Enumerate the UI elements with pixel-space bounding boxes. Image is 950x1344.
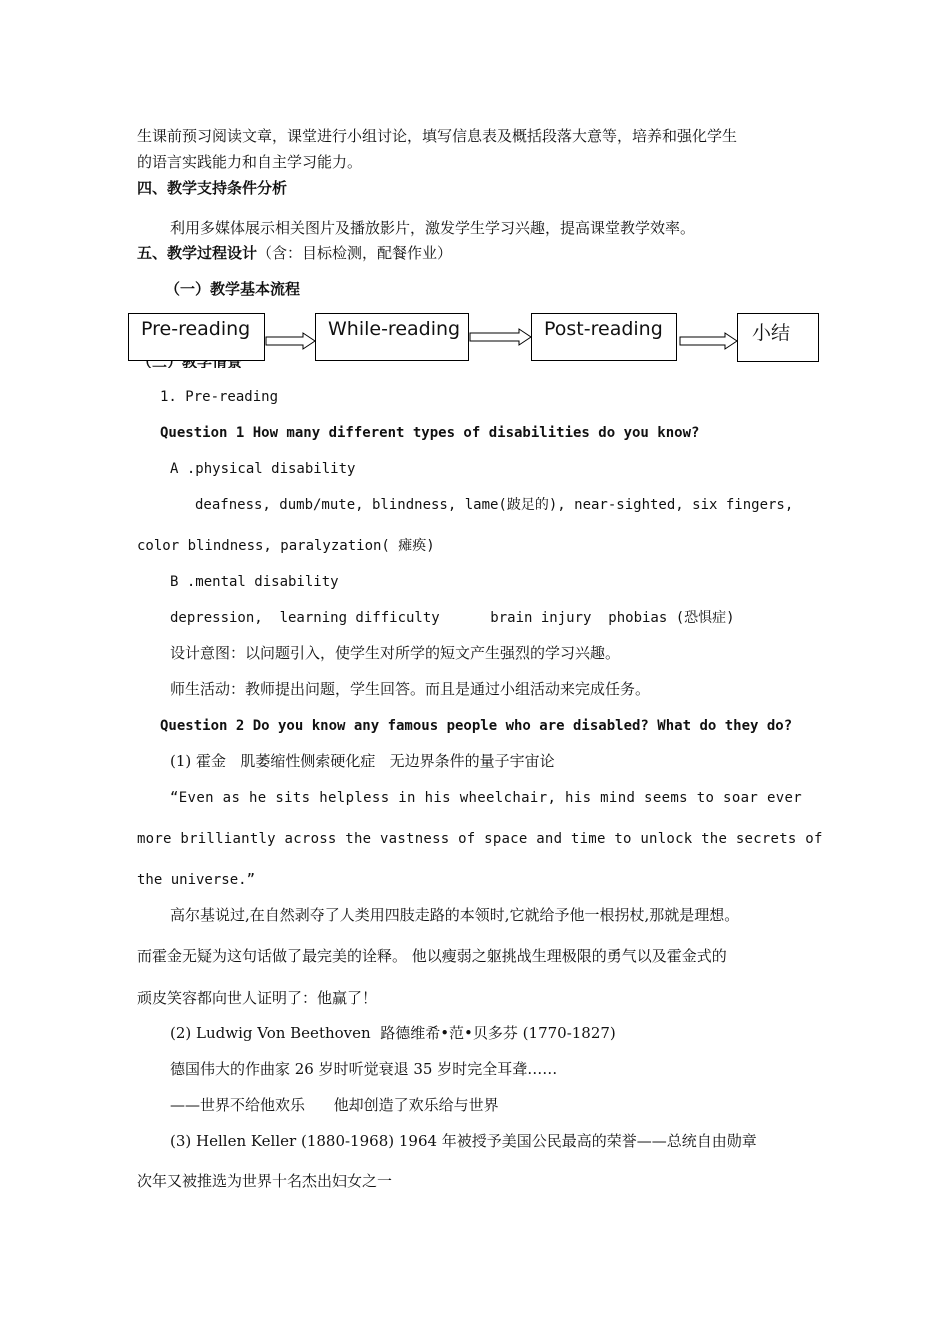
- person-2-beethoven: (2) Ludwig Von Beethoven 路德维希•范•贝多芬 (1770-1827): [170, 1024, 616, 1042]
- section-5-heading-line: [137, 243, 452, 263]
- physical-disability-heading: A .physical disability: [170, 461, 356, 477]
- flow-box-while-reading: While-reading: [315, 313, 469, 361]
- flow-arrow-2: [469, 327, 533, 347]
- question-1: Question 1 How many different types of disabilities do you know?: [160, 425, 700, 441]
- mental-disability-heading: B .mental disability: [170, 574, 339, 590]
- gorky-line-1: 高尔基说过,在自然剥夺了人类用四肢走路的本领时,它就给予他一根拐杖,那就是理想。: [170, 906, 740, 924]
- section-4-heading: 四、教学支持条件分析: [137, 179, 288, 197]
- physical-disability-list-2: color blindness, paralyzation( 瘫痪): [137, 538, 435, 554]
- design-intent: 设计意图：以问题引入，使学生对所学的短文产生强烈的学习兴趣。: [170, 644, 621, 662]
- gorky-line-2: 而霍金无疑为这句话做了最完美的诠释。 他以瘦弱之躯挑战生理极限的勇气以及霍金式的: [137, 947, 727, 965]
- intro-line-2: 的语言实践能力和自主学习能力。: [137, 153, 363, 171]
- teacher-student-activity: 师生活动：教师提出问题，学生回答。而且是通过小组活动来完成任务。: [170, 680, 651, 698]
- section-5-heading-note: （含：目标检测，配餐作业）: [257, 244, 453, 262]
- person-1-hawking: (1) 霍金 肌萎缩性侧索硬化症 无边界条件的量子宇宙论: [170, 752, 555, 770]
- step-pre-reading: 1. Pre-reading: [160, 389, 279, 405]
- intro-line-1: 生课前预习阅读文章，课堂进行小组讨论，填写信息表及概括段落大意等，培养和强化学生: [137, 127, 738, 145]
- beethoven-line-1: 德国伟大的作曲家 26 岁时听觉衰退 35 岁时完全耳聋……: [170, 1060, 558, 1078]
- mental-disability-list: depression, learning difficulty brain injury phobias (恐惧症): [170, 610, 735, 626]
- quote-line-1: “Even as he sits helpless in his wheelchair, his mind seems to soar ever: [170, 790, 803, 806]
- flow-box-summary: 小结: [737, 313, 819, 362]
- subheading-basic-flow: （一）教学基本流程: [165, 280, 301, 298]
- flow-arrow-1: [265, 331, 317, 351]
- person-3-keller: (3) Hellen Keller (1880-1968) 1964 年被授予美国公民最高的荣誉——总统自由勋章: [170, 1132, 757, 1150]
- flow-box-post-reading: Post-reading: [531, 313, 677, 361]
- flow-arrow-3: [679, 331, 739, 351]
- section-4-body: 利用多媒体展示相关图片及播放影片，激发学生学习兴趣，提高课堂教学效率。: [170, 219, 696, 237]
- question-2: Question 2 Do you know any famous people who are disabled? What do they do?: [160, 718, 793, 734]
- flow-box-pre-reading: Pre-reading: [128, 313, 265, 361]
- physical-disability-list-1: deafness, dumb/mute, blindness, lame(跛足的), near-sighted, six fingers,: [195, 497, 794, 513]
- section-5-heading: 五、教学过程设计: [137, 244, 258, 262]
- beethoven-line-2: ——世界不给他欢乐 他却创造了欢乐给与世界: [170, 1096, 499, 1114]
- quote-line-2: more brilliantly across the vastness of space and time to unlock the secrets of: [137, 831, 823, 847]
- gorky-line-3: 顽皮笑容都向世人证明了：他赢了！: [137, 989, 378, 1007]
- quote-line-3: the universe.”: [137, 872, 256, 888]
- keller-line-2: 次年又被推选为世界十名杰出妇女之一: [137, 1172, 393, 1190]
